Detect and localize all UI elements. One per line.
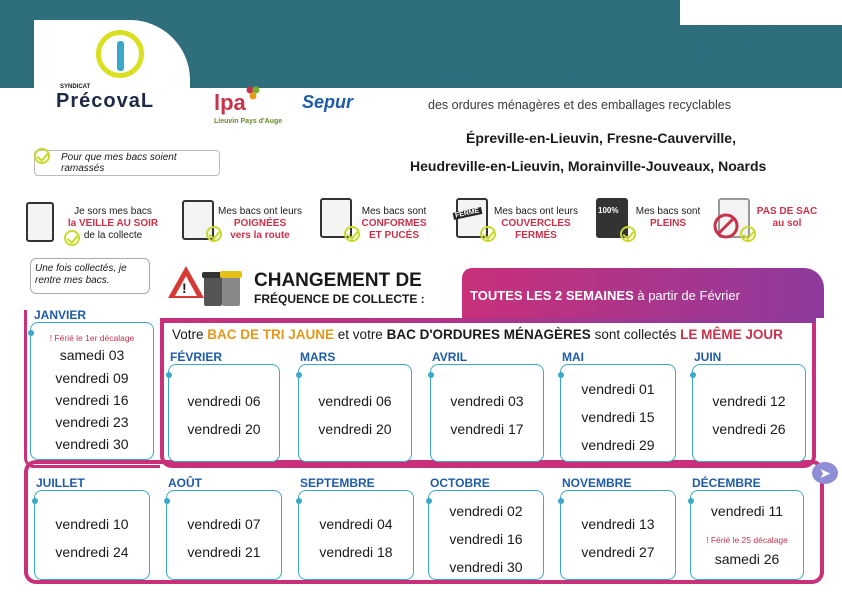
month-name: SEPTEMBRE (300, 476, 375, 490)
date: vendredi 26 (712, 421, 786, 437)
date: vendredi 16 (449, 531, 523, 547)
month-box (560, 490, 676, 580)
rules-tag-text: Pour que mes bacs soient ramassés (61, 152, 177, 174)
rule-4-post: FERMÉS (515, 230, 557, 241)
date: vendredi 18 (319, 544, 393, 560)
warning-mark: ! (182, 280, 187, 296)
date: vendredi 13 (581, 516, 655, 532)
date: vendredi 30 (55, 436, 129, 452)
date: vendredi 06 (187, 393, 261, 409)
date: vendredi 09 (55, 370, 129, 386)
month-name-janvier: JANVIER (34, 308, 87, 322)
month-box (560, 364, 676, 462)
communes-line2: Heudreville-en-Lieuvin, Morainville-Jouveaux, Noards (410, 158, 767, 174)
same-day-note (172, 327, 783, 342)
check-icon (34, 148, 50, 164)
check-icon (740, 226, 756, 242)
month-box (690, 490, 804, 580)
month-name: JUILLET (36, 476, 85, 490)
month-box (168, 364, 280, 462)
rule-5-pre: Mes bacs sont (635, 206, 701, 217)
date: vendredi 11 (710, 503, 784, 519)
rule-4-hl: COUVERCLES (501, 218, 571, 229)
rule-3 (350, 206, 438, 242)
month-box-janvier (30, 322, 154, 460)
lpa-subtitle: Lieuvin Pays d'Auge (214, 118, 283, 125)
change-title-line1: CHANGEMENT DE (254, 270, 422, 291)
rule-1-post: de la collecte (83, 230, 143, 241)
month-name: MARS (300, 350, 336, 364)
bins-icon (200, 268, 244, 308)
month-name: JUIN (694, 350, 722, 364)
frame-top-bar (160, 318, 816, 323)
date: vendredi 10 (55, 516, 129, 532)
month-box (428, 490, 544, 580)
january-note: ! Férié le 1er décalage (49, 333, 135, 343)
change-title-line2: FRÉQUENCE DE COLLECTE : (254, 292, 425, 306)
bin-night-icon (26, 202, 54, 242)
date: vendredi 27 (581, 544, 655, 560)
forbidden-icon (712, 212, 740, 240)
precoval-logo-icon (96, 30, 144, 78)
rule-2-pre: Mes bacs ont leurs (218, 206, 302, 217)
rule-2-hl: POIGNÉES (233, 218, 287, 229)
date: vendredi 01 (581, 381, 655, 397)
same-magenta: LE MÊME JOUR (680, 327, 783, 342)
precoval-syndicat: SYNDICAT (60, 84, 91, 90)
full-label: 100% (598, 206, 619, 215)
communes-line1: Épreville-en-Lieuvin, Fresne-Cauverville, (466, 130, 736, 146)
rule-4-pre: Mes bacs ont leurs (494, 206, 578, 217)
frequency-banner-text (470, 288, 740, 303)
date: vendredi 02 (449, 503, 523, 519)
month-box (430, 364, 544, 462)
date: vendredi 30 (449, 559, 523, 575)
date: vendredi 20 (318, 421, 392, 437)
date: vendredi 06 (318, 393, 392, 409)
rule-6-hl: PAS DE SAC (756, 206, 818, 217)
month-box (298, 490, 414, 580)
rule-3-pre: Mes bacs sont (361, 206, 427, 217)
month-box (34, 490, 150, 580)
date: vendredi 23 (55, 414, 129, 430)
after-collection-note: Une fois collectés, je rentre mes bacs. (30, 258, 150, 294)
month-box (298, 364, 412, 462)
page-subtitle: des ordures ménagères et des emballages recyclables (428, 98, 731, 112)
rule-1-hl: la VEILLE AU SOIR (67, 218, 159, 229)
same-mid2: sont collectés (590, 327, 681, 342)
date: vendredi 24 (55, 544, 129, 560)
check-icon (64, 230, 80, 246)
month-name: MAI (562, 350, 584, 364)
date: vendredi 15 (581, 409, 655, 425)
lpa-logo-text: lpa (214, 90, 246, 115)
banner-rest: à partir de Février (633, 288, 740, 303)
month-name: AVRIL (432, 350, 468, 364)
date: vendredi 04 (319, 516, 393, 532)
lpa-flower-icon (246, 86, 260, 100)
sepur-logo-text: Sepur (302, 92, 354, 112)
month-name: OCTOBRE (430, 476, 490, 490)
page-title: Jours de collecte (428, 58, 690, 94)
same-pre: Votre (172, 327, 208, 342)
arrow-right-icon: ➤ (812, 462, 838, 484)
month-name: NOVEMBRE (562, 476, 632, 490)
rule-1-pre: Je sors mes bacs (74, 206, 152, 217)
rule-3-post: ET PUCÉS (368, 230, 419, 241)
date: vendredi 29 (581, 437, 655, 453)
december-note: ! Férié le 25 décalage (706, 535, 788, 545)
rule-4 (486, 206, 586, 242)
check-icon (206, 226, 222, 242)
same-black: BAC D'ORDURES MÉNAGÈRES (386, 327, 591, 342)
rule-5 (630, 206, 706, 230)
month-name: AOÛT (168, 476, 202, 490)
fermer-label: FERMÉ (454, 207, 480, 220)
month-box (692, 364, 806, 462)
same-yellow: BAC DE TRI JAUNE (207, 327, 335, 342)
rule-6-post: au sol (772, 218, 802, 229)
date: vendredi 16 (55, 392, 129, 408)
banner-bold: TOUTES LES 2 SEMAINES (470, 288, 634, 303)
rule-3-hl: CONFORMES (361, 218, 427, 229)
date: vendredi 03 (450, 393, 524, 409)
date: vendredi 20 (187, 421, 261, 437)
check-icon (480, 226, 496, 242)
rule-2 (212, 206, 308, 242)
same-mid1: et votre (334, 327, 387, 342)
check-icon (620, 226, 636, 242)
precoval-logo-text: PrécovaL (56, 90, 155, 112)
date: vendredi 21 (187, 544, 261, 560)
rules-tag (34, 150, 220, 176)
date: vendredi 12 (712, 393, 786, 409)
date: vendredi 07 (187, 516, 261, 532)
year: 2026 (692, 22, 785, 66)
month-name: FÉVRIER (170, 350, 223, 364)
date: samedi 26 (714, 551, 780, 567)
rule-6 (752, 206, 822, 230)
rule-2-post: vers la route (230, 230, 290, 241)
date: vendredi 17 (450, 421, 524, 437)
rule-5-hl: PLEINS (649, 218, 687, 229)
date: samedi 03 (59, 347, 125, 363)
month-name: DÉCEMBRE (692, 476, 761, 490)
month-box (166, 490, 282, 580)
check-icon (344, 226, 360, 242)
